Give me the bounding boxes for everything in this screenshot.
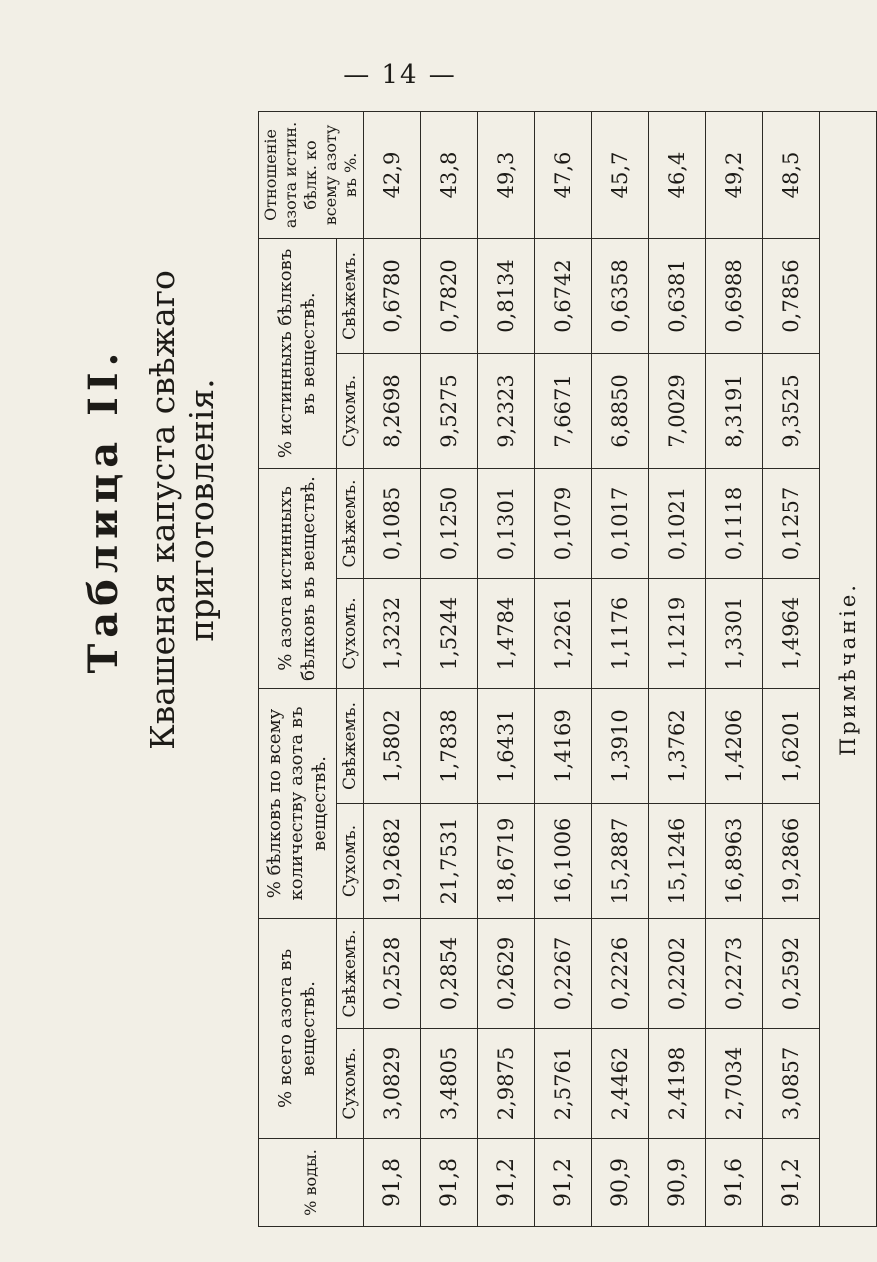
subheader-dry: Сухомъ. [337, 1029, 364, 1139]
cell-tn-dry: 1,5244 [421, 578, 478, 688]
cell-tp-fresh: 0,6358 [592, 238, 649, 353]
cell-p-fresh: 1,3762 [649, 688, 706, 803]
cell-tn-dry: 1,3232 [364, 578, 421, 688]
subheader-dry: Сухомъ. [337, 804, 364, 919]
cell-ratio: 45,7 [592, 111, 649, 238]
cell-p-fresh: 1,6201 [763, 688, 820, 803]
cell-water: 91,8 [421, 1139, 478, 1227]
cell-tp-dry: 8,2698 [364, 353, 421, 468]
cell-p-dry: 15,2887 [592, 804, 649, 919]
cell-water: 91,2 [478, 1139, 535, 1227]
cell-tp-fresh: 0,7856 [763, 238, 820, 353]
header-water: % воды. [259, 1139, 364, 1227]
footer-row [820, 111, 877, 1226]
table-row [535, 111, 592, 1226]
cell-n-dry: 2,9875 [478, 1029, 535, 1139]
header-protein-ratio: Отношеніе азота истин. бѣлк. ко всему азоту въ %. [259, 111, 364, 238]
cell-tp-dry: 8,3191 [706, 353, 763, 468]
cell-tp-fresh: 0,6742 [535, 238, 592, 353]
cell-n-fresh: 0,2273 [706, 919, 763, 1029]
cell-tn-dry: 1,4964 [763, 578, 820, 688]
cell-tn-fresh: 0,1301 [478, 468, 535, 578]
data-table [258, 111, 877, 1227]
cell-ratio: 49,3 [478, 111, 535, 238]
cell-ratio: 47,6 [535, 111, 592, 238]
cell-p-dry: 18,6719 [478, 804, 535, 919]
cell-tp-dry: 9,2323 [478, 353, 535, 468]
cell-tn-dry: 1,2261 [535, 578, 592, 688]
subheader-dry: Сухомъ. [337, 353, 364, 468]
table-row [421, 111, 478, 1226]
cell-p-fresh: 1,6431 [478, 688, 535, 803]
cell-tp-fresh: 0,7820 [421, 238, 478, 353]
cell-n-dry: 3,0857 [763, 1029, 820, 1139]
cell-n-dry: 2,4198 [649, 1029, 706, 1139]
table-row [478, 111, 535, 1226]
cell-tn-dry: 1,4784 [478, 578, 535, 688]
cell-n-dry: 2,4462 [592, 1029, 649, 1139]
cell-tn-fresh: 0,1017 [592, 468, 649, 578]
subheader-fresh: Свѣжемъ. [337, 919, 364, 1029]
cell-n-dry: 2,5761 [535, 1029, 592, 1139]
cell-n-dry: 3,0829 [364, 1029, 421, 1139]
cell-water: 90,9 [649, 1139, 706, 1227]
cell-p-dry: 19,2866 [763, 804, 820, 919]
cell-tp-fresh: 0,8134 [478, 238, 535, 353]
cell-tn-fresh: 0,1250 [421, 468, 478, 578]
cell-tp-dry: 7,0029 [649, 353, 706, 468]
cell-ratio: 42,9 [364, 111, 421, 238]
table-row [763, 111, 820, 1226]
header-total-nitrogen: % всего азота въ веществѣ. [259, 919, 337, 1139]
cell-tp-dry: 7,6671 [535, 353, 592, 468]
cell-p-fresh: 1,3910 [592, 688, 649, 803]
cell-n-fresh: 0,2592 [763, 919, 820, 1029]
cell-n-dry: 3,4805 [421, 1029, 478, 1139]
cell-p-dry: 21,7531 [421, 804, 478, 919]
cell-tn-dry: 1,1219 [649, 578, 706, 688]
cell-tn-fresh: 0,1118 [706, 468, 763, 578]
footer-label: Примѣчаніе. [820, 111, 877, 1226]
title-rotor [60, 160, 240, 860]
cell-tn-fresh: 0,1021 [649, 468, 706, 578]
cell-n-fresh: 0,2226 [592, 919, 649, 1029]
table-row [364, 111, 421, 1226]
cell-p-dry: 16,1006 [535, 804, 592, 919]
cell-ratio: 46,4 [649, 111, 706, 238]
cell-tp-fresh: 0,6381 [649, 238, 706, 353]
cell-tn-dry: 1,1176 [592, 578, 649, 688]
cell-n-fresh: 0,2267 [535, 919, 592, 1029]
cell-n-fresh: 0,2854 [421, 919, 478, 1029]
cell-tp-dry: 9,3525 [763, 353, 820, 468]
cell-tp-dry: 9,5275 [421, 353, 478, 468]
table-row [706, 111, 763, 1226]
table-frame [258, 112, 860, 1227]
subheader-fresh: Свѣжемъ. [337, 468, 364, 578]
cell-ratio: 43,8 [421, 111, 478, 238]
cell-tp-dry: 6,8850 [592, 353, 649, 468]
cell-p-fresh: 1,7838 [421, 688, 478, 803]
cell-tn-dry: 1,3301 [706, 578, 763, 688]
header-true-protein-nitrogen: % азота истинныхъ бѣлковъ въ веществѣ. [259, 468, 337, 688]
table-row [649, 111, 706, 1226]
title-block [60, 160, 240, 860]
cell-water: 91,8 [364, 1139, 421, 1227]
cell-p-dry: 15,1246 [649, 804, 706, 919]
header-true-proteins: % истинныхъ бѣлковъ въ веществѣ. [259, 238, 337, 468]
subheader-dry: Сухомъ. [337, 578, 364, 688]
cell-tn-fresh: 0,1079 [535, 468, 592, 578]
cell-p-fresh: 1,4169 [535, 688, 592, 803]
cell-n-dry: 2,7034 [706, 1029, 763, 1139]
cell-water: 91,6 [706, 1139, 763, 1227]
cell-p-dry: 19,2682 [364, 804, 421, 919]
cell-water: 91,2 [763, 1139, 820, 1227]
cell-p-dry: 16,8963 [706, 804, 763, 919]
table-title: Таблица II. [80, 346, 127, 674]
cell-n-fresh: 0,2528 [364, 919, 421, 1029]
page-number: — 14 — [343, 60, 457, 90]
cell-tp-fresh: 0,6780 [364, 238, 421, 353]
cell-ratio: 48,5 [763, 111, 820, 238]
cell-tp-fresh: 0,6988 [706, 238, 763, 353]
table-row [592, 111, 649, 1226]
cell-n-fresh: 0,2202 [649, 919, 706, 1029]
table-rotor [258, 112, 860, 1227]
cell-tn-fresh: 0,1085 [364, 468, 421, 578]
cell-n-fresh: 0,2629 [478, 919, 535, 1029]
cell-tn-fresh: 0,1257 [763, 468, 820, 578]
cell-p-fresh: 1,5802 [364, 688, 421, 803]
cell-p-fresh: 1,4206 [706, 688, 763, 803]
subheader-fresh: Свѣжемъ. [337, 238, 364, 353]
header-protein-share: % бѣлковъ по всему количеству азота въ веществѣ. [259, 688, 337, 918]
cell-water: 90,9 [592, 1139, 649, 1227]
table-subtitle: Квашеная капуста свѣжаго приготовленія. [143, 270, 221, 750]
cell-water: 91,2 [535, 1139, 592, 1227]
cell-ratio: 49,2 [706, 111, 763, 238]
subheader-fresh: Свѣжемъ. [337, 688, 364, 803]
